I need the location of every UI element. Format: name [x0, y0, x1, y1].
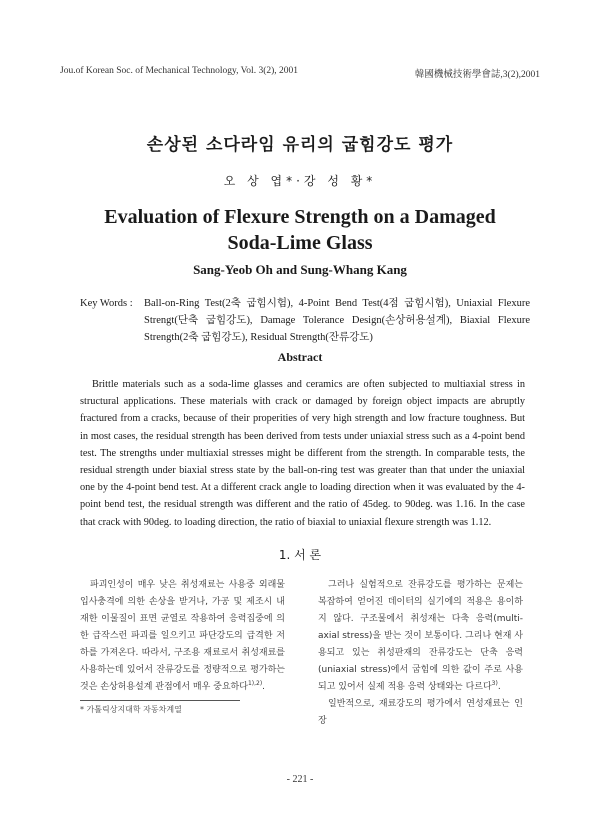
paragraph-text: 그러나 실험적으로 잔류강도를 평가하는 문제는 복잡하여 얻어진 데이터의 실기에의 적용은 용이하지 않다. 구조물에서 취성재는 다축 응력(multi-axial stress)을 받는 것이 보통이다. 그리나 현재 사용되고 있는 취성판재의 잔류강도는 단축 응력(uniaxial stress)에서 굽힘에 의한 값이 주로 사용되고 있어서 실제 적용 응력 상태와는 다르다 [318, 580, 523, 692]
journal-name-en: Jou.of Korean Soc. of Mechanical Technology, Vol. 3(2), 2001 [60, 66, 299, 76]
title-english [0, 204, 600, 256]
citation: 1),2) [247, 680, 263, 687]
paragraph [318, 577, 523, 696]
title-english-line2: Soda-Lime Glass [227, 232, 373, 254]
paragraph [80, 577, 285, 696]
paragraph-end: . [262, 682, 266, 692]
authors-english: Sang-Yeob Oh and Sung-Whang Kang [193, 262, 407, 277]
keywords-text: Ball-on-Ring Test(2축 굽힘시험), 4-Point Bend Test(4점 굽힘시험), Uniaxial Flexure Strengt(단축 굽힘강도), Damage Tolerance Design(손상허용설계), Biaxial Flexure Strength(2축 굽힘강도), Residual Strength(잔류강도) [144, 298, 530, 343]
footnote-divider [80, 700, 240, 701]
body-column-right [318, 577, 523, 730]
keywords-label: Key Words : [80, 298, 133, 309]
abstract-heading: Abstract [277, 350, 323, 364]
footnote: * 가톨릭상지대학 자동차계열 [80, 705, 182, 714]
title-english-line1: Evaluation of Flexure Strength on a Damaged [104, 206, 496, 228]
paragraph-end: . [497, 682, 501, 692]
journal-name-ko: 韓國機械技術學會誌,3(2),2001 [414, 70, 540, 80]
body-column-left [80, 577, 285, 696]
abstract-body: Brittle materials such as a soda-lime glasses and ceramics are often subjected to multiaxial stress in structural applications. These materials with crack or damaged by foreign object impacts are abruptly fractured from a cracks, because of their properities of very high strength and low fracture toughness. But in most cases, the residual strength has been derived from tests under uniaxial stress such as a 4-point bend test. The strengths under multiaxial stresses might be different from the strength. In comparable tests, the residual strength under biaxial stress state by the ball-on-ring test was greater than that under the uniaxial one by the 4-point bend test. At a different crack angle to loading direction when it was evaluated by the 4-point bend test, the residual strength was different and the ratio of 45deg. to 90deg. was 1.16. In the case that crack with 90deg. to loading direction, the ratio of biaxial to uniaxial flexure strength was 1.12. [80, 379, 525, 528]
paragraph: 일반적으로, 재료강도의 평가에서 연성재료는 인장 [318, 699, 523, 726]
page-number: - 221 - [286, 774, 314, 785]
keywords [80, 295, 530, 346]
section-heading-introduction: 1. 서 론 [278, 548, 322, 562]
paragraph-text: 파괴인성이 매우 낮은 취성재료는 사용중 외래물 입사충격에 의한 손상을 받거나, 가공 및 제조시 내재한 이물질이 표면 균열로 작용하여 응력집중에 의한 급작스런 파괴를 일으키고 파단강도의 급격한 저하를 가져온다. 따라서, 구조용 재료로서 취성재료를 사용하는데 있어서 잔류강도를 정량적으로 평가하는 것은 손상허용설계 관점에서 매우 중요하다 [80, 580, 285, 692]
authors-korean: 오 상 엽*·강 성 황* [223, 174, 377, 188]
title-korean: 손상된 소다라임 유리의 굽힘강도 평가 [146, 135, 454, 155]
citation: 3) [491, 680, 498, 687]
